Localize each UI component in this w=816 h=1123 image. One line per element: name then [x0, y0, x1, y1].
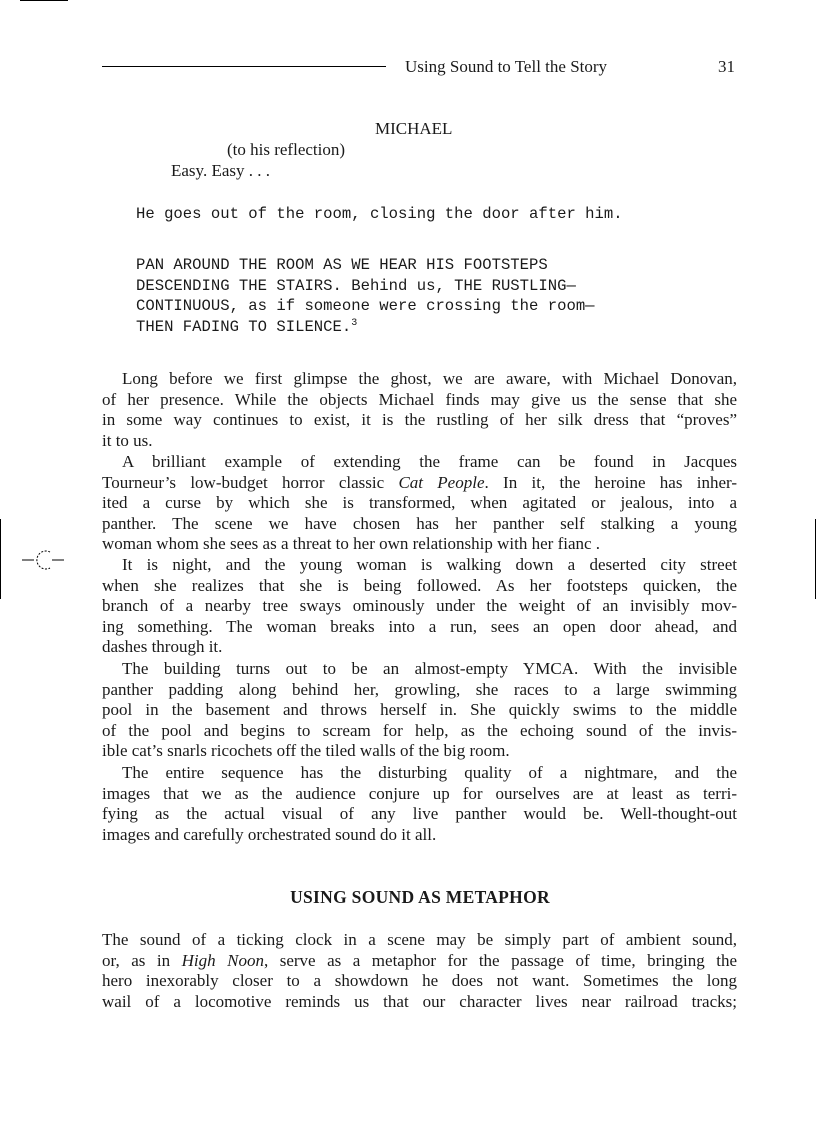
- text-line: wail of a locomotive reminds us that our character lives near railroad tracks;: [102, 991, 737, 1011]
- text-line: of her presence. While the objects Michael finds may give us the sense that she: [102, 389, 737, 409]
- text-line: or, as in High Noon, serve as a metaphor for the passage of time, bringing the: [102, 950, 737, 970]
- script-action-1: He goes out of the room, closing the door after him.: [136, 205, 623, 223]
- text-line: Tourneur’s low-budget horror classic Cat People. In it, the heroine has inher-: [102, 472, 738, 492]
- running-head: Using Sound to Tell the Story: [405, 57, 608, 76]
- text-line: panther padding along behind her, growling, she races to a large swimming: [102, 679, 737, 699]
- text-line: ing something. The woman breaks into a run, sees an open door ahead, and: [102, 616, 737, 636]
- text-line: woman whom she sees as a threat to her own relationship with her fianc .: [102, 534, 601, 554]
- text-line: images that we as the audience conjure up for ourselves are at least as terri-: [102, 783, 737, 803]
- text-line: A brilliant example of extending the frame can be found in Jacques: [122, 452, 737, 471]
- text-line: when she realizes that she is being followed. As her footsteps quicken, the: [102, 575, 737, 595]
- text-line: dashes through it.: [102, 637, 223, 657]
- text-line: The building turns out to be an almost-empty YMCA. With the invisible: [122, 659, 737, 678]
- text-line: fying as the actual visual of any live panther would be. Well-thought-out: [102, 804, 737, 824]
- body-paragraph-5: [102, 763, 737, 845]
- body-paragraph-2: [102, 452, 737, 555]
- text-line: branch of a nearby tree sways ominously under the weight of an invisibly mov-: [102, 596, 737, 616]
- text-line: The sound of a ticking clock in a scene may be simply part of ambient sound,: [102, 930, 737, 949]
- text-line: it to us.: [102, 430, 153, 450]
- text-line: ible cat’s snarls ricochets off the tiled walls of the big room.: [102, 741, 510, 761]
- crop-mark-left: [0, 519, 1, 599]
- text-line: ited a curse by which she is transformed, when agitated or jealous, into a: [102, 493, 737, 513]
- registration-mark-icon: [20, 548, 66, 572]
- film-title-cat-people: Cat People: [398, 472, 485, 492]
- script-action-line: PAN AROUND THE ROOM AS WE HEAR HIS FOOTSTEPS: [136, 256, 548, 274]
- page-number: 31: [718, 57, 735, 76]
- text-line: pool in the basement and throws herself in. She quickly swims to the middle: [102, 700, 737, 720]
- film-title-high-noon: High Noon: [181, 950, 264, 970]
- script-action-line: DESCENDING THE STAIRS. Behind us, THE RUSTLING—: [136, 276, 576, 295]
- text-line: It is night, and the young woman is walking down a deserted city street: [122, 555, 737, 574]
- text-line: panther. The scene we have chosen has her panther self stalking a young: [102, 513, 737, 533]
- body-paragraph-1: [102, 369, 737, 451]
- text-line: of the pool and begins to scream for help, as the echoing sound of the invis-: [102, 720, 737, 740]
- text-line: images and carefully orchestrated sound do it all.: [102, 824, 437, 844]
- text-line: The entire sequence has the disturbing quality of a nightmare, and the: [122, 763, 737, 782]
- text-line: in some way continues to exist, it is the rustling of her silk dress that “proves”: [102, 410, 737, 430]
- script-character: MICHAEL: [375, 119, 453, 138]
- script-action-line: THEN FADING TO SILENCE.: [136, 317, 352, 336]
- text-line: hero inexorably closer to a showdown he does not want. Sometimes the long: [102, 971, 737, 991]
- script-action-2: [136, 255, 696, 337]
- body-paragraph-6: [102, 930, 737, 1012]
- text-line: Long before we first glimpse the ghost, we are aware, with Michael Donovan,: [122, 369, 737, 388]
- body-paragraph-4: [102, 659, 737, 762]
- section-heading: USING SOUND AS METAPHOR: [290, 887, 550, 907]
- body-paragraph-3: [102, 555, 737, 658]
- script-dialogue: Easy. Easy . . .: [171, 161, 270, 180]
- footnote-reference: 3: [351, 317, 358, 329]
- script-action-line: CONTINUOUS, as if someone were crossing the room—: [136, 297, 595, 315]
- crop-mark-top: [20, 0, 68, 1]
- header-rule: [102, 66, 386, 67]
- script-parenthetical: (to his reflection): [227, 140, 346, 159]
